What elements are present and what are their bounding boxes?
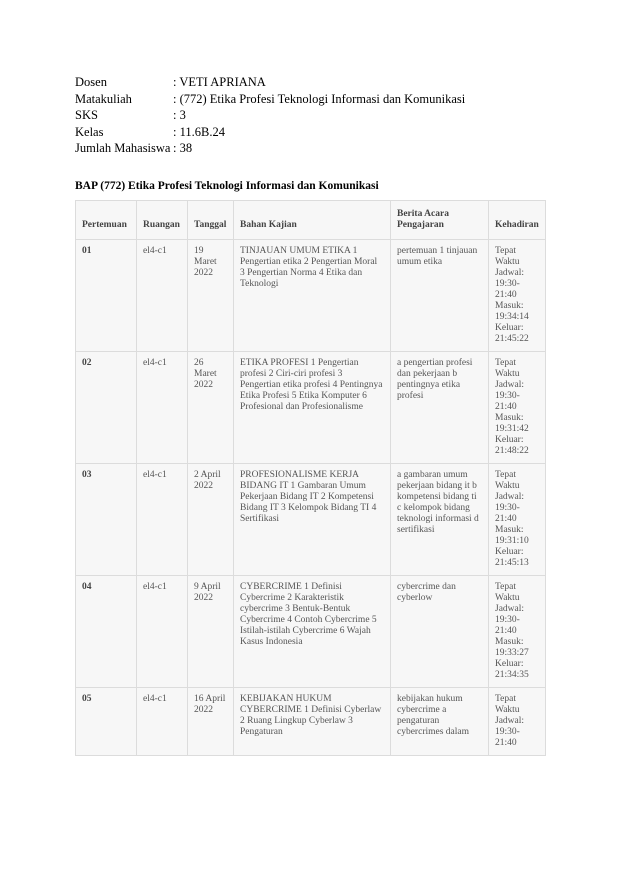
kehadiran-cell: [489, 352, 546, 464]
header-ruangan: Ruangan: [137, 201, 188, 240]
info-value: : VETI APRIANA: [173, 75, 266, 89]
table-row: [76, 240, 546, 352]
ruangan-cell: el4-c1: [137, 576, 188, 688]
info-value: : (772) Etika Profesi Teknologi Informasi dan Komunikasi: [173, 91, 466, 106]
ruangan-cell: el4-c1: [137, 464, 188, 576]
table-body: [76, 240, 546, 756]
info-row-jumlah-mahasiswa: [75, 140, 465, 157]
kehadiran-line: 21:34:35: [495, 670, 529, 680]
course-info: [75, 74, 465, 157]
bap-table: [75, 200, 546, 756]
berita-acara-cell: kebijakan hukum cybercrime a pengaturan cybercrimes dalam: [391, 688, 489, 756]
kehadiran-line: Jadwal:: [495, 604, 525, 614]
bahan-kajian-cell: TINJAUAN UMUM ETIKA 1 Pengertian etika 2 Pengertian Moral 3 Pengertian Norma 4 Etika dan Teknologi: [234, 240, 391, 352]
kehadiran-line: 19:30-: [495, 503, 520, 513]
kehadiran-line: Jadwal:: [495, 380, 525, 390]
kehadiran-line: Masuk:: [495, 637, 524, 647]
pertemuan-cell: 03: [76, 464, 137, 576]
kehadiran-line: 21:45:13: [495, 558, 529, 568]
kehadiran-cell: [489, 464, 546, 576]
bahan-kajian-cell: PROFESIONALISME KERJA BIDANG IT 1 Gambaran Umum Pekerjaan Bidang IT 2 Kompetensi Bidang IT 3 Kelompok Bidang TI 4 Sertifikasi: [234, 464, 391, 576]
kehadiran-line: Keluar:: [495, 323, 524, 333]
kehadiran-line: Tepat: [495, 246, 516, 256]
kehadiran-line: 19:30-: [495, 615, 520, 625]
pertemuan-cell: 05: [76, 688, 137, 756]
pertemuan-cell: 04: [76, 576, 137, 688]
kehadiran-line: Jadwal:: [495, 492, 525, 502]
kehadiran-cell: [489, 240, 546, 352]
kehadiran-line: Keluar:: [495, 547, 524, 557]
kehadiran-line: 21:40: [495, 514, 517, 524]
kehadiran-cell: [489, 688, 546, 756]
kehadiran-line: 21:40: [495, 402, 517, 412]
kehadiran-line: 19:31:42: [495, 424, 529, 434]
table-row: [76, 688, 546, 756]
kehadiran-line: 19:30-: [495, 727, 520, 737]
kehadiran-line: 21:48:22: [495, 446, 529, 456]
table-header-row: [76, 201, 546, 240]
kehadiran-line: Masuk:: [495, 413, 524, 423]
info-label: SKS: [75, 108, 98, 122]
ruangan-cell: el4-c1: [137, 240, 188, 352]
kehadiran-line: Masuk:: [495, 525, 524, 535]
ruangan-cell: el4-c1: [137, 688, 188, 756]
tanggal-cell: 9 April 2022: [188, 576, 234, 688]
kehadiran-cell: [489, 576, 546, 688]
header-berita-acara: Berita Acara Pengajaran: [391, 201, 489, 240]
kehadiran-line: Tepat: [495, 694, 516, 704]
pertemuan-cell: 01: [76, 240, 137, 352]
info-value: : 11.6B.24: [173, 124, 225, 139]
kehadiran-line: Waktu: [495, 481, 520, 491]
kehadiran-line: 21:45:22: [495, 334, 529, 344]
info-label: Dosen: [75, 75, 107, 89]
header-tanggal: Tanggal: [188, 201, 234, 240]
info-row-matakuliah: [75, 91, 465, 108]
kehadiran-line: Jadwal:: [495, 716, 525, 726]
info-label: Matakuliah: [75, 91, 132, 106]
pertemuan-cell: 02: [76, 352, 137, 464]
header-kehadiran: Kehadiran: [489, 201, 546, 240]
bap-title: BAP (772) Etika Profesi Teknologi Informasi dan Komunikasi: [75, 180, 379, 192]
berita-acara-cell: a gambaran umum pekerjaan bidang it b kompetensi bidang ti c kelompok bidang teknologi informasi d sertifikasi: [391, 464, 489, 576]
bahan-kajian-cell: KEBIJAKAN HUKUM CYBERCRIME 1 Definisi Cyberlaw 2 Ruang Lingkup Cyberlaw 3 Pengaturan: [234, 688, 391, 756]
kehadiran-line: Tepat: [495, 358, 516, 368]
kehadiran-line: 21:40: [495, 290, 517, 300]
info-value: : 38: [173, 141, 193, 155]
kehadiran-line: Tepat: [495, 470, 516, 480]
tanggal-cell: 16 April 2022: [188, 688, 234, 756]
berita-acara-cell: cybercrime dan cyberlow: [391, 576, 489, 688]
table-row: [76, 352, 546, 464]
info-label: Jumlah Mahasiswa: [75, 141, 171, 155]
header-bahan-kajian: Bahan Kajian: [234, 201, 391, 240]
kehadiran-line: 19:33:27: [495, 648, 529, 658]
kehadiran-line: Waktu: [495, 257, 520, 267]
table-row: [76, 576, 546, 688]
kehadiran-line: Waktu: [495, 593, 520, 603]
kehadiran-line: Waktu: [495, 705, 520, 715]
kehadiran-line: Masuk:: [495, 301, 524, 311]
tanggal-cell: 2 April 2022: [188, 464, 234, 576]
tanggal-cell: 26 Maret 2022: [188, 352, 234, 464]
kehadiran-line: Waktu: [495, 369, 520, 379]
info-value: : 3: [173, 108, 186, 122]
kehadiran-line: 21:40: [495, 738, 517, 748]
bahan-kajian-cell: ETIKA PROFESI 1 Pengertian profesi 2 Ciri-ciri profesi 3 Pengertian etika profesi 4 Pentingnya Etika Profesi 5 Etika Komputer 6 Profesional dan Profesionalisme: [234, 352, 391, 464]
table-row: [76, 464, 546, 576]
tanggal-cell: 19 Maret 2022: [188, 240, 234, 352]
kehadiran-line: 19:30-: [495, 279, 520, 289]
info-row-sks: [75, 107, 465, 124]
info-row-kelas: [75, 124, 465, 141]
kehadiran-line: Keluar:: [495, 435, 524, 445]
info-label: Kelas: [75, 124, 104, 139]
kehadiran-line: 21:40: [495, 626, 517, 636]
info-row-dosen: [75, 74, 465, 91]
header-pertemuan: Pertemuan: [76, 201, 137, 240]
berita-acara-cell: a pengertian profesi dan pekerjaan b pentingnya etika profesi: [391, 352, 489, 464]
berita-acara-cell: pertemuan 1 tinjauan umum etika: [391, 240, 489, 352]
kehadiran-line: Jadwal:: [495, 268, 525, 278]
kehadiran-line: Keluar:: [495, 659, 524, 669]
bahan-kajian-cell: CYBERCRIME 1 Definisi Cybercrime 2 Karakteristik cybercrime 3 Bentuk-Bentuk Cybercrime 4 Contoh Cybercrime 5 Istilah-istilah Cybercrime 6 Wajah Kasus Indonesia: [234, 576, 391, 688]
kehadiran-line: Tepat: [495, 582, 516, 592]
kehadiran-line: 19:30-: [495, 391, 520, 401]
kehadiran-line: 19:31:10: [495, 536, 529, 546]
ruangan-cell: el4-c1: [137, 352, 188, 464]
kehadiran-line: 19:34:14: [495, 312, 529, 322]
